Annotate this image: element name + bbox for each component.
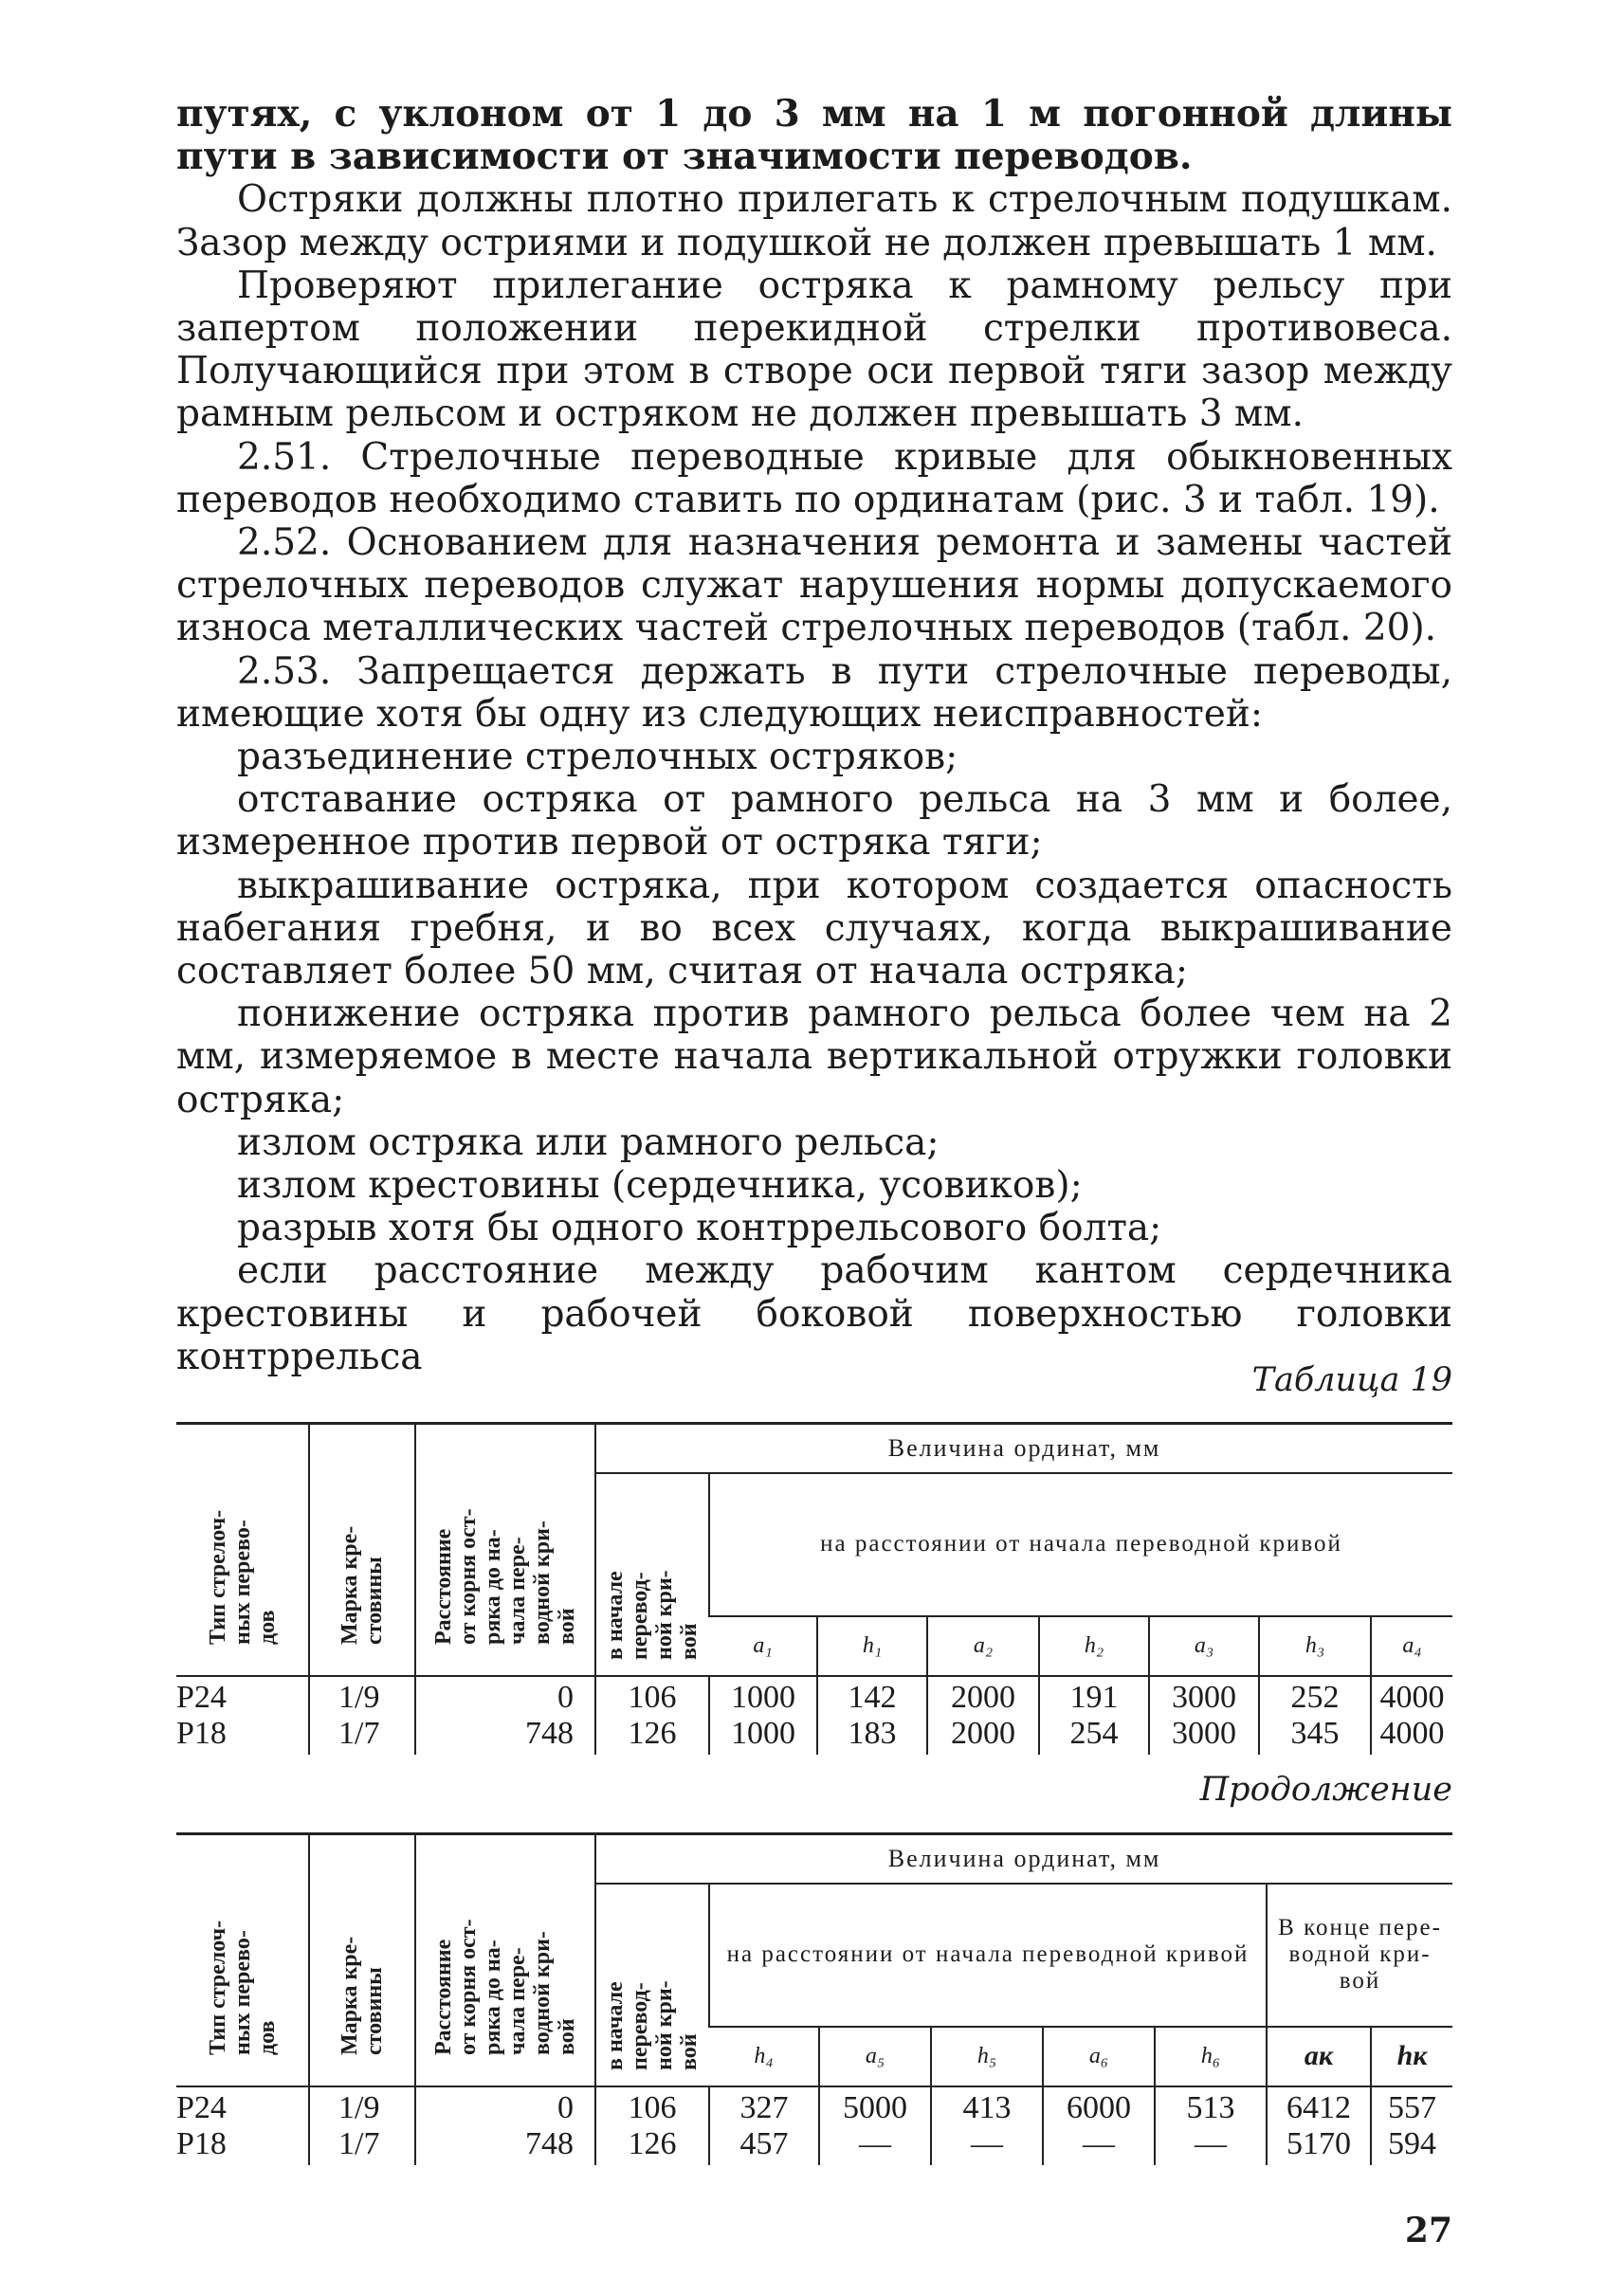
symbol-ak: aк — [1267, 2027, 1371, 2086]
cell-hk: 557 594 — [1371, 2086, 1452, 2165]
list-item: разрыв хотя бы одного контррельсового болта; — [237, 1207, 1162, 1250]
symbol-a2: a₂ — [927, 1616, 1039, 1676]
paragraph: 2.51. Стрелочные переводные кривые для обыкновенных переводов необходимо ставить по ординатам (рис. 3 и табл. 19). — [176, 435, 1452, 521]
paragraph: 2.52. Основанием для назначения ремонта и замены частей стрелочных переводов служат нарушения нормы допускаемого износа металлических частей стрелочных переводов (табл. 20). — [176, 521, 1452, 650]
header-distance-from-start: на расстоянии от начала переводной кривой — [709, 1473, 1452, 1616]
header-distance-from-start: на расстоянии от начала переводной кривой — [709, 1884, 1267, 2027]
cell-a2: 2000 2000 — [927, 1676, 1039, 1755]
header-end-of-curve: В конце пере- водной кри- вой — [1267, 1884, 1452, 2027]
cell-type: Р24 Р18 — [176, 1676, 309, 1755]
cell-h2: 191 254 — [1039, 1676, 1149, 1755]
symbol-a6: a₆ — [1043, 2027, 1155, 2086]
cell-h4: 327 457 — [709, 2086, 819, 2165]
table-caption: Продолжение — [1199, 1771, 1452, 1809]
cell-mark: 1/9 1/7 — [309, 2086, 415, 2165]
header-distance: Расстояние от корня ост- ряка до на- чала пере- водной кри- вой — [415, 1834, 595, 2087]
header-ordinates: Величина ординат, мм — [595, 1834, 1452, 1885]
symbol-h1: h₁ — [817, 1616, 927, 1676]
symbol-a5: a₅ — [819, 2027, 931, 2086]
symbol-h3: h₃ — [1259, 1616, 1371, 1676]
header-mark: Марка кре- стовины — [309, 1834, 415, 2087]
cell-type: Р24 Р18 — [176, 2086, 309, 2165]
header-type: Тип стрелоч- ных перево- дов — [176, 1834, 309, 2087]
header-distance: Расстояние от корня ост- ряка до на- чала пере- водной кри- вой — [415, 1424, 595, 1677]
symbol-hk: hк — [1371, 2027, 1452, 2086]
ordinates-table-continued — [176, 1832, 1452, 2165]
paragraph: Остряки должны плотно прилегать к стрелочным подушкам. Зазор между остриями и подушкой не должен превышать 1 мм. — [176, 178, 1452, 264]
cell-distance: 0 748 — [415, 1676, 595, 1755]
cell-h5: 413 — — [931, 2086, 1043, 2165]
cell-h3: 252 345 — [1259, 1676, 1371, 1755]
header-start: в начале перевод- ной кри- вой — [595, 1884, 709, 2086]
body-text — [176, 93, 1452, 1378]
header-start: в начале перевод- ной кри- вой — [595, 1473, 709, 1676]
list-item: разъединение стрелочных остряков; — [237, 736, 958, 779]
paragraph: путях, с уклоном от 1 до 3 мм на 1 м погонной длины пути в зависимости от значимости переводов. — [176, 92, 1452, 179]
list-item: излом крестовины (сердечника, усовиков); — [237, 1164, 1083, 1208]
cell-start: 106 126 — [595, 2086, 709, 2165]
symbol-a1: a₁ — [753, 1632, 773, 1658]
cell-distance: 0 748 — [415, 2086, 595, 2165]
cell-a1: 1000 1000 — [709, 1676, 817, 1755]
header-type: Тип стрелоч- ных перево- дов — [176, 1424, 309, 1677]
ordinates-table — [176, 1422, 1452, 1755]
header-mark: Марка кре- стовины — [309, 1424, 415, 1677]
header-ordinates: Величина ординат, мм — [595, 1424, 1452, 1474]
cell-a3: 3000 3000 — [1149, 1676, 1259, 1755]
cell-a5: 5000 — — [819, 2086, 931, 2165]
list-item: излом остряка или рамного рельса; — [237, 1120, 940, 1164]
cell-h6: 513 — — [1155, 2086, 1267, 2165]
list-item: понижение остряка против рамного рельса более чем на 2 мм, измеряемое в месте начала вертикальной отружки головки остряка; — [176, 993, 1452, 1121]
list-item: если расстояние между рабочим кантом сердечника крестовины и рабочей боковой поверхностью головки контррельса — [176, 1249, 1452, 1378]
symbol-h6: h₆ — [1155, 2027, 1267, 2086]
cell-start: 106 126 — [595, 1676, 709, 1755]
cell-a6: 6000 — — [1043, 2086, 1155, 2165]
cell-h1: 142 183 — [817, 1676, 927, 1755]
symbol-a4: a₄ — [1371, 1616, 1452, 1676]
paragraph: Проверяют прилегание остряка к рамному рельсу при запертом положении перекидной стрелки противовеса. Получающийся при этом в створе оси первой тяги зазор между рамным рельсом и остряком не должен превышать 3 мм. — [176, 264, 1452, 436]
table-caption: Таблица 19 — [1251, 1361, 1452, 1399]
cell-a4: 4000 4000 — [1371, 1676, 1452, 1755]
cell-mark: 1/9 1/7 — [309, 1676, 415, 1755]
paragraph: 2.53. Запрещается держать в пути стрелочные переводы, имеющие хотя бы одну из следующих неисправностей: — [176, 649, 1452, 736]
symbol-h2: h₂ — [1039, 1616, 1149, 1676]
cell-ak: 6412 5170 — [1267, 2086, 1371, 2165]
symbol-h5: h₅ — [931, 2027, 1043, 2086]
page-number: 27 — [1404, 2211, 1452, 2250]
table-row — [176, 2086, 1452, 2165]
symbol-h4: h₄ — [754, 2043, 774, 2068]
list-item: выкрашивание остряка, при котором создается опасность набегания гребня, и во всех случаях, когда выкрашивание составляет более 50 мм, считая от начала остряка; — [176, 864, 1452, 993]
table-row — [176, 1676, 1452, 1755]
symbol-a3: a₃ — [1149, 1616, 1259, 1676]
list-item: отставание остряка от рамного рельса на 3 мм и более, измеренное против первой от остряка тяги; — [176, 778, 1452, 865]
